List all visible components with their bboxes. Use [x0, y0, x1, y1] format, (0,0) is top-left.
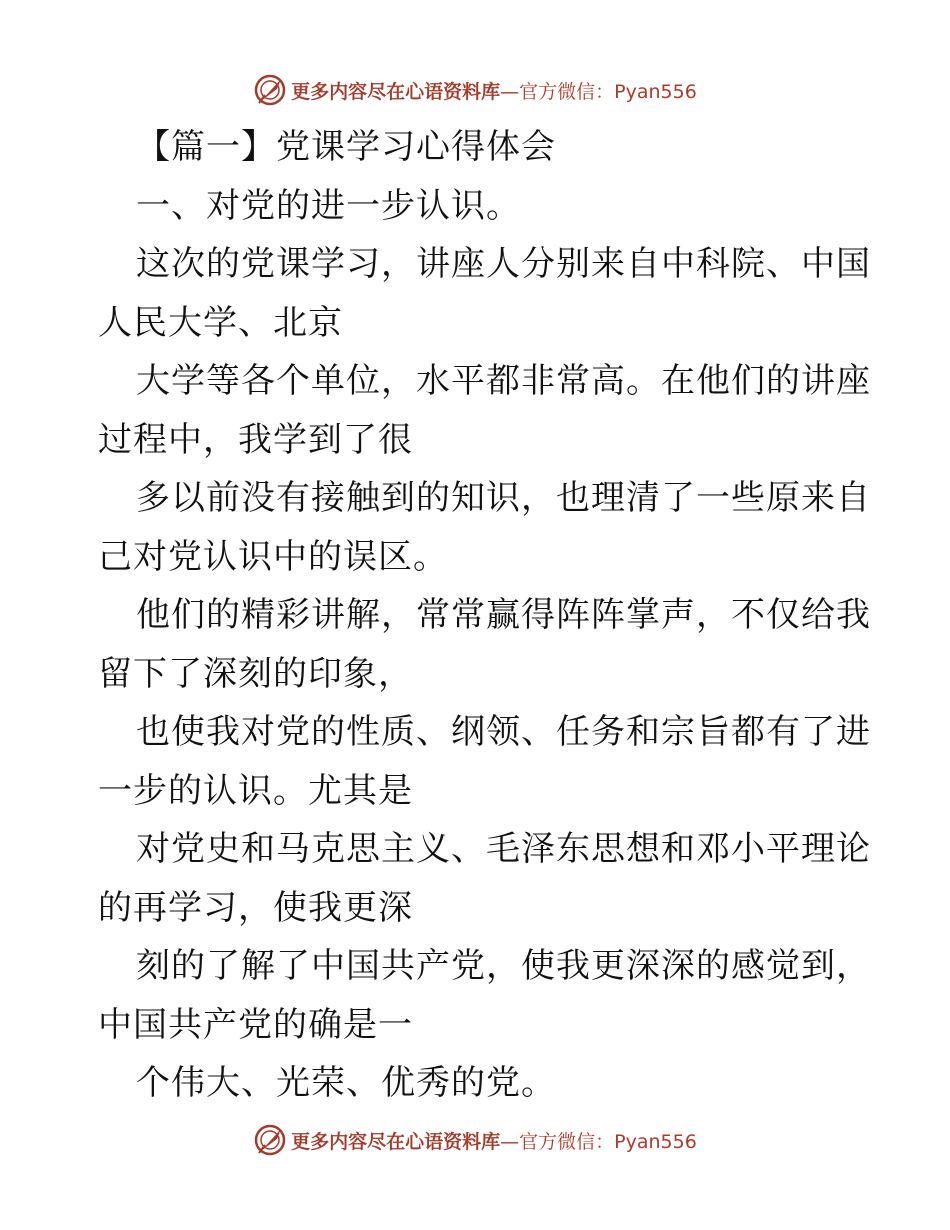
footer-banner	[0, 1120, 950, 1160]
banner-site-name: 更多内容尽在心语资料库	[291, 80, 501, 103]
document-title: 【篇一】党课学习心得体会	[136, 127, 556, 167]
footer-banner-content	[253, 1123, 697, 1157]
document-body	[98, 118, 871, 1113]
paragraph-line: 留下了深刻的印象，	[98, 653, 413, 694]
paragraph-line: 个伟大、光荣、优秀的党。	[136, 1063, 556, 1103]
quill-pen-logo-icon	[253, 1123, 287, 1157]
banner-contact: 官方微信：Pyan556	[519, 80, 697, 103]
quill-pen-logo-icon	[253, 73, 287, 107]
banner-contact: 官方微信：Pyan556	[519, 1130, 697, 1153]
paragraph-line: 多以前没有接触到的知识，也理清了一些原来自	[136, 478, 871, 518]
paragraph-line: 人民大学、北京	[98, 302, 343, 343]
paragraph-line: 己对党认识中的误区。	[98, 536, 448, 577]
banner-site-name: 更多内容尽在心语资料库	[291, 1130, 501, 1153]
paragraph-line: 大学等各个单位，水平都非常高。在他们的讲座	[136, 361, 871, 401]
paragraph-line: 一步的认识。尤其是	[98, 770, 413, 811]
paragraph-line: 刻的了解了中国共产党，使我更深深的感觉到，	[136, 946, 871, 986]
paragraph-line: 中国共产党的确是一	[98, 1004, 413, 1045]
banner-separator: —	[500, 80, 520, 103]
header-banner-text	[291, 77, 697, 104]
header-banner	[0, 70, 950, 110]
paragraph-line: 他们的精彩讲解，常常赢得阵阵掌声，不仅给我	[136, 595, 871, 635]
paragraph-line: 一、对党的进一步认识。	[136, 185, 521, 226]
footer-banner-text	[291, 1127, 697, 1154]
header-banner-content	[253, 73, 697, 107]
paragraph-line: 过程中，我学到了很	[98, 419, 413, 460]
paragraph-line: 的再学习，使我更深	[98, 887, 413, 928]
paragraph-line: 这次的党课学习，讲座人分别来自中科院、中国	[136, 244, 871, 284]
paragraph-line: 也使我对党的性质、纲领、任务和宗旨都有了进	[136, 712, 871, 752]
paragraph-line: 对党史和马克思主义、毛泽东思想和邓小平理论	[136, 829, 871, 869]
banner-separator: —	[500, 1130, 520, 1153]
